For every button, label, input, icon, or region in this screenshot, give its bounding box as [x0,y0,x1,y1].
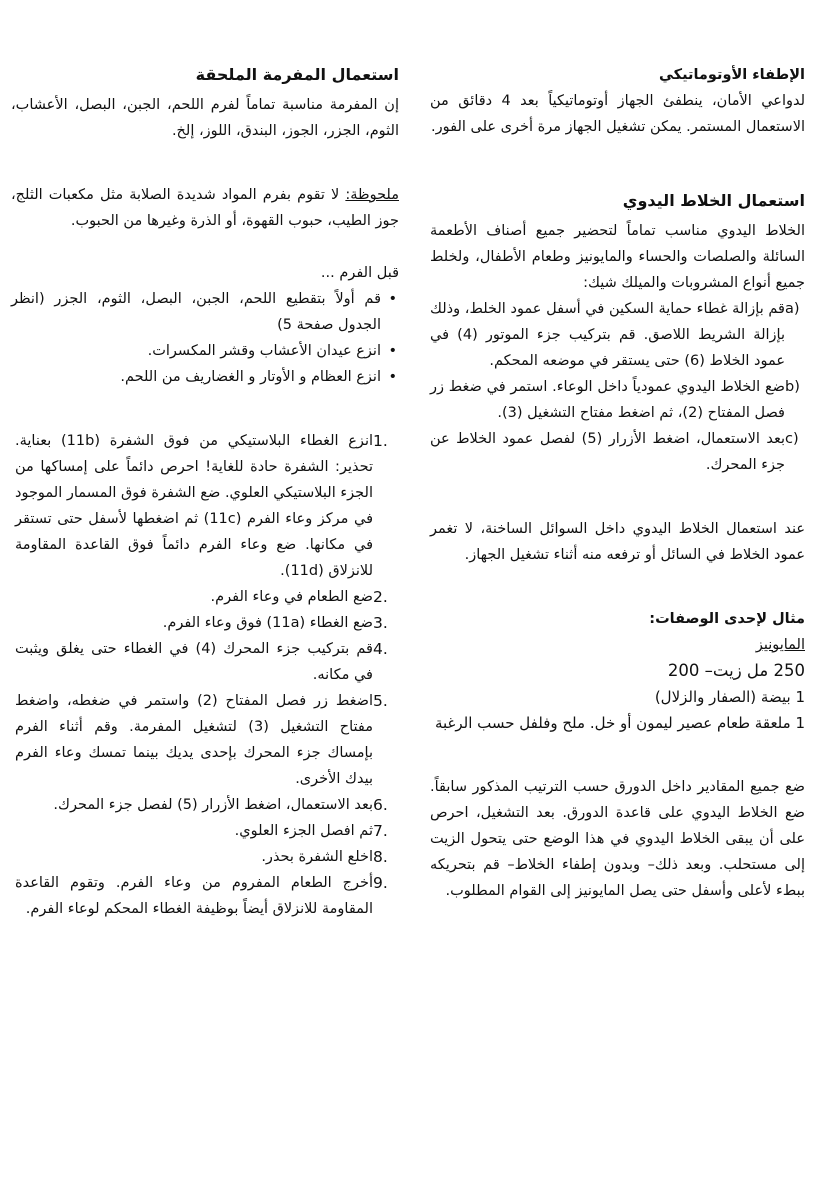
list-item [11,818,399,844]
before-heading: قبل الفرم ... [320,265,399,281]
step-text: بعد الاستعمال، اضغط الأزرار (5) لفصل جزء المحرك. [53,797,373,813]
step-number: 3. [373,614,388,632]
hand-blender-steps [430,296,805,478]
chopper-steps [11,428,399,922]
list-item [430,426,805,478]
list-item [11,870,399,922]
step-number: 9. [373,874,388,892]
list-item [430,296,805,374]
step-number: 2. [373,588,388,606]
list-item: • انزع العظام و الأوتار و الغضاريف من اللحم. [11,364,399,390]
item-text: بعد الاستعمال، اضغط الأزرار (5) لفصل عمود الخلاط عن جزء المحرك. [430,431,785,473]
step-text: انزع الغطاء البلاستيكي من فوق الشفرة (11b) بعناية. تحذير: الشفرة حادة للغاية! احرص دائماً على إمساكها من الجزء البلاستيكي العلوي. ضع الشفرة فوق المسمار الموجود في مركز وعاء الفرم (11c) ثم اضغطها لأسفل حتى تستقر في مكانها. ضع وعاء الفرم دائماً فوق القاعدة المقاومة للانزلاق (11d). [15,433,374,579]
step-text: قم بتركيب جزء المحرك (4) في الغطاء حتى يغلق ويثبت في مكانه. [15,641,373,683]
hand-blender-intro: الخلاط اليدوي مناسب تماماً لتحضير جميع أصناف الأطعمة السائلة والصلصات والحساء والمايونيز وطعام الأطفال، ولخلط جميع أنواع المشروبات والميلك شيك: [430,223,805,291]
hot-liquid-warning: عند استعمال الخلاط اليدوي داخل السوائل الساخنة، لا تغمر عمود الخلاط في السائل أو ترفعه منه أثناء تشغيل الجهاز. [430,521,805,563]
list-item [11,844,399,870]
chopper-intro: إن المفرمة مناسبة تماماً لفرم اللحم، الجبن، البصل، الأعشاب، الثوم، الجزر، الجوز، البندق، اللوز، إلخ. [11,97,399,139]
step-text: ثم افصل الجزء العلوي. [234,823,373,839]
list-item [11,584,399,610]
list-item [11,636,399,688]
step-number: 4. [373,640,388,658]
step-text: اخلع الشفرة بحذر. [261,849,373,865]
chopper-note [11,182,399,234]
auto-off-title: الإطفاء الأوتوماتيكي [659,67,805,83]
step-number: 7. [373,822,388,840]
recipe-ingredient: 250 مل زيت– 200 [667,661,805,680]
step-number: 5. [373,692,388,710]
recipe-ingredient: 1 بيضة (الصفار والزلال) [654,688,805,706]
list-item [11,792,399,818]
list-item: • انزع عيدان الأعشاب وقشر المكسرات. [11,338,399,364]
list-item: • قم أولاً بتقطيع اللحم، الجبن، البصل، الثوم، الجزر (انظر الجدول صفحة 5) [11,286,399,338]
item-text: ضع الخلاط اليدوي عمودياً داخل الوعاء. استمر في ضغط زر فصل المفتاح (2)، ثم اضغط مفتاح التشغيل (3). [430,379,785,421]
note-text: لا تقوم بفرم المواد شديدة الصلابة مثل مكعبات الثلج، جوز الطيب، حبوب القهوة، أو الذرة وغيرها من الحبوب. [11,187,399,229]
step-number: 6. [373,796,388,814]
list-item [11,428,399,584]
recipe-name: المايونيز [755,637,805,653]
step-text: ضع الغطاء (11a) فوق وعاء الفرم. [162,615,373,631]
step-text: أخرج الطعام المفروم من وعاء الفرم. وتقوم القاعدة المقاومة للانزلاق أيضاً بوظيفة الغطاء المحكم لوعاء الفرم. [15,875,373,917]
left-column [11,62,399,922]
list-item [11,610,399,636]
recipe-method: ضع جميع المقادير داخل الدورق حسب الترتيب المذكور سابقاً. ضع الخلاط اليدوي على قاعدة الدورق. بعد التشغيل، احرص على أن يبقى الخلاط اليدوي في هذا الوضع حتى يتحول الزيت إلى مستحلب. وبعد ذلك– وبدون إطفاء الخلاط– قم بتحريكه ببطء لأعلى وأسفل حتى يصل المايونيز إلى القوام المطلوب. [430,779,805,899]
step-number: 8. [373,848,388,866]
right-column [430,62,805,904]
auto-off-body: لدواعي الأمان، ينطفئ الجهاز أوتوماتيكياً بعد 4 دقائق من الاستعمال المستمر. يمكن تشغيل الجهاز مرة أخرى على الفور. [430,93,805,135]
item-marker: c) [785,431,799,447]
list-item [430,374,805,426]
recipe-heading: مثال لإحدى الوصفات: [649,611,805,627]
list-item [11,688,399,792]
step-text: اضغط زر فصل المفتاح (2) واستمر في ضغطه، واضغط مفتاح التشغيل (3) لتشغيل المفرمة. وقم أثناء الفرم بإمساك جزء المحرك بإحدى يديك بينما تمسك وعاء الفرم بيدك الأخرى. [15,693,373,787]
item-marker: a) [785,301,800,317]
recipe-ingredient: 1 ملعقة طعام عصير ليمون أو خل. ملح وفلفل حسب الرغبة [434,714,805,732]
before-list [11,286,399,390]
note-label: ملحوظة: [345,187,399,203]
item-text: قم بإزالة غطاء حماية السكين في أسفل عمود الخلط، وذلك بإزالة الشريط اللاصق. قم بتركيب جزء الموتور (4) في عمود الخلاط (6) حتى يستقر في موضعه المحكم. [430,301,785,369]
step-text: ضع الطعام في وعاء الفرم. [210,589,373,605]
item-marker: b) [785,379,800,395]
chopper-title: استعمال المفرمة الملحقة [195,65,399,84]
hand-blender-title: استعمال الخلاط اليدوي [622,191,805,210]
step-number: 1. [373,432,388,450]
